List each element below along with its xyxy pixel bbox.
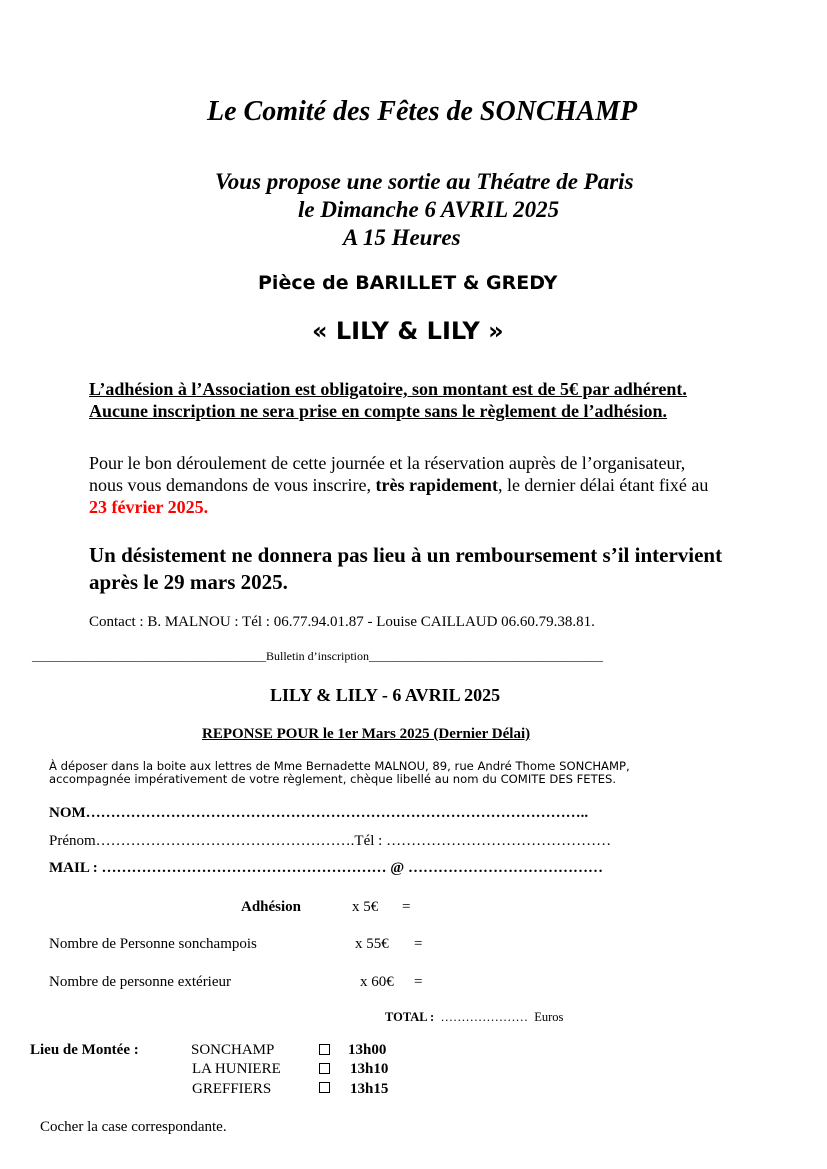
deposit-instructions-1: À déposer dans la boite aux lettres de Mme Bernadette MALNOU, 89, rue André Thome SONCHAMP, — [49, 759, 630, 773]
divider-line-left: _______________________________________ — [32, 649, 266, 663]
invitation-time: A 15 Heures — [343, 225, 461, 250]
total-field[interactable]: ………………… — [440, 1010, 528, 1024]
time-sonchamp: 13h00 — [348, 1042, 387, 1058]
play-authors: Pièce de BARILLET & GREDY — [258, 272, 558, 294]
paragraph-text-c: , le dernier délai étant fixé au — [497, 475, 709, 495]
checkbox-greffiers[interactable] — [319, 1080, 330, 1098]
nom-field[interactable]: NOM……………………………………………………………………………………….. — [49, 805, 589, 821]
total-row — [385, 1010, 563, 1025]
adhesion-label: Adhésion — [241, 899, 302, 915]
page-title: Le Comité des Fêtes de SONCHAMP — [207, 96, 638, 127]
location-sonchamp: SONCHAMP — [191, 1042, 275, 1058]
time-greffiers: 13h15 — [350, 1081, 389, 1097]
paragraph-text-a: nous vous demandons de vous inscrire, — [89, 475, 376, 495]
prenom-tel-field[interactable]: Prénom…………………………………………….Tél : ……………………………………… — [49, 833, 612, 849]
play-title: « LILY & LILY » — [312, 317, 504, 345]
checkbox-instruction: Cocher la case correspondante. — [40, 1119, 227, 1135]
form-title: LILY & LILY - 6 AVRIL 2025 — [270, 685, 501, 705]
contact-info: Contact : B. MALNOU : Tél : 06.77.94.01.87 - Louise CAILLAUD 06.60.79.38.81. — [89, 614, 595, 630]
location-greffiers: GREFFIERS — [192, 1081, 272, 1097]
bulletin-divider — [32, 649, 603, 664]
pickup-label: Lieu de Montée : — [30, 1042, 139, 1058]
registration-paragraph-2 — [89, 475, 708, 496]
sonchampois-equals: = — [414, 936, 423, 952]
registration-deadline: 23 février 2025. — [89, 497, 209, 517]
registration-paragraph-1: Pour le bon déroulement de cette journée et la réservation auprès de l’organisateur, — [89, 453, 686, 473]
withdrawal-notice-1: Un désistement ne donnera pas lieu à un remboursement s’il intervient — [89, 543, 723, 567]
withdrawal-notice-2: après le 29 mars 2025. — [89, 570, 288, 594]
mail-field[interactable]: MAIL : ………………………………………………… @ ………………………………… — [49, 860, 603, 876]
location-la-huniere: LA HUNIERE — [192, 1061, 281, 1077]
sonchampois-label: Nombre de Personne sonchampois — [49, 936, 257, 952]
response-deadline: REPONSE POUR le 1er Mars 2025 (Dernier Délai) — [202, 726, 531, 742]
exterieur-price: x 60€ — [360, 974, 394, 990]
adhesion-notice-2: Aucune inscription ne sera prise en compte sans le règlement de l’adhésion. — [89, 401, 667, 421]
exterieur-label: Nombre de personne extérieur — [49, 974, 232, 990]
sonchampois-price: x 55€ — [355, 936, 389, 952]
invitation-line-1: Vous propose une sortie au Théatre de Paris — [215, 169, 634, 194]
deposit-instructions-2: accompagnée impérativement de votre règlement, chèque libellé au nom du COMITE DES FETES. — [49, 772, 617, 786]
invitation-date: le Dimanche 6 AVRIL 2025 — [298, 197, 560, 222]
checkbox-la-huniere[interactable] — [319, 1061, 330, 1079]
checkbox-sonchamp[interactable] — [319, 1042, 330, 1060]
paragraph-emphasis: très rapidement — [375, 475, 498, 495]
time-la-huniere: 13h10 — [350, 1061, 389, 1077]
adhesion-equals: = — [402, 899, 411, 915]
exterieur-equals: = — [414, 974, 423, 990]
divider-line-right: _______________________________________ — [369, 649, 603, 663]
bulletin-label: Bulletin d’inscription — [266, 649, 369, 663]
adhesion-price: x 5€ — [352, 899, 379, 915]
adhesion-notice-1: L’adhésion à l’Association est obligatoire, son montant est de 5€ par adhérent. — [89, 379, 687, 399]
total-unit: Euros — [534, 1010, 564, 1024]
total-label: TOTAL : — [385, 1010, 435, 1024]
